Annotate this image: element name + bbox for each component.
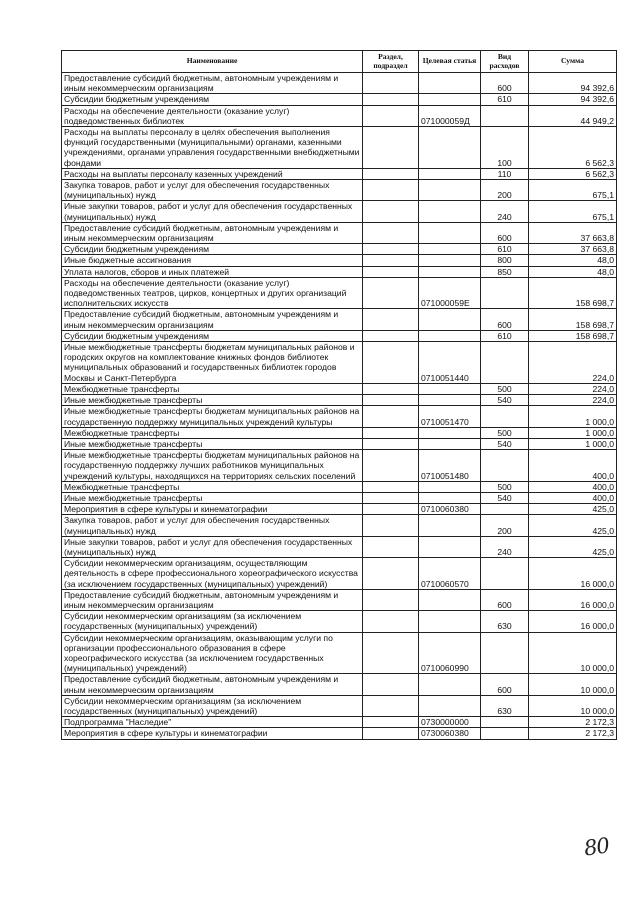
cell-code bbox=[419, 536, 481, 557]
cell-vid: 500 bbox=[481, 427, 529, 438]
cell-name: Мероприятия в сфере культуры и кинематографии bbox=[62, 728, 363, 739]
cell-code bbox=[419, 266, 481, 277]
cell-name: Межбюджетные трансферты bbox=[62, 481, 363, 492]
cell-vid: 540 bbox=[481, 395, 529, 406]
cell-code bbox=[419, 589, 481, 610]
cell-code bbox=[419, 515, 481, 536]
cell-code: 0710060990 bbox=[419, 632, 481, 674]
cell-vid bbox=[481, 450, 529, 482]
cell-code: 0730060380 bbox=[419, 728, 481, 739]
cell-sum: 48,0 bbox=[529, 255, 617, 266]
cell-vid bbox=[481, 558, 529, 590]
cell-razdel bbox=[363, 589, 419, 610]
cell-sum: 675,1 bbox=[529, 201, 617, 222]
cell-name: Расходы на обеспечение деятельности (оказание услуг) подведомственных библиотек bbox=[62, 105, 363, 126]
cell-razdel bbox=[363, 94, 419, 105]
cell-code bbox=[419, 180, 481, 201]
cell-vid: 540 bbox=[481, 492, 529, 503]
cell-name: Мероприятия в сфере культуры и кинематографии bbox=[62, 504, 363, 515]
cell-sum: 16 000,0 bbox=[529, 558, 617, 590]
cell-sum: 2 172,3 bbox=[529, 717, 617, 728]
cell-code bbox=[419, 383, 481, 394]
cell-razdel bbox=[363, 342, 419, 384]
cell-code: 0710051440 bbox=[419, 342, 481, 384]
cell-name: Иные закупки товаров, работ и услуг для обеспечения государственных (муниципальных) нужд bbox=[62, 536, 363, 557]
cell-sum: 1 000,0 bbox=[529, 406, 617, 427]
cell-vid: 850 bbox=[481, 266, 529, 277]
table-row bbox=[62, 674, 617, 695]
cell-sum: 44 949,2 bbox=[529, 105, 617, 126]
cell-name: Субсидии некоммерческим организациям (за исключением государственных (муниципальных) учреждений) bbox=[62, 695, 363, 716]
cell-razdel bbox=[363, 255, 419, 266]
table-row bbox=[62, 395, 617, 406]
cell-code: 0710060570 bbox=[419, 558, 481, 590]
cell-razdel bbox=[363, 450, 419, 482]
cell-sum: 16 000,0 bbox=[529, 589, 617, 610]
table-row bbox=[62, 717, 617, 728]
cell-vid bbox=[481, 105, 529, 126]
cell-razdel bbox=[363, 330, 419, 341]
cell-vid: 240 bbox=[481, 536, 529, 557]
cell-vid: 600 bbox=[481, 309, 529, 330]
cell-sum: 10 000,0 bbox=[529, 632, 617, 674]
table-row bbox=[62, 73, 617, 94]
cell-razdel bbox=[363, 168, 419, 179]
table-row bbox=[62, 127, 617, 169]
table-row bbox=[62, 558, 617, 590]
cell-code: 071000059Д bbox=[419, 105, 481, 126]
table-header-row bbox=[62, 51, 617, 73]
cell-sum: 158 698,7 bbox=[529, 277, 617, 309]
table-row bbox=[62, 481, 617, 492]
cell-code bbox=[419, 438, 481, 449]
cell-vid: 500 bbox=[481, 383, 529, 394]
table-row bbox=[62, 427, 617, 438]
cell-vid: 610 bbox=[481, 94, 529, 105]
cell-code bbox=[419, 255, 481, 266]
cell-razdel bbox=[363, 222, 419, 243]
header-vid: Вид расходов bbox=[481, 51, 529, 73]
cell-name: Иные межбюджетные трансферты bbox=[62, 395, 363, 406]
cell-code: 0710060380 bbox=[419, 504, 481, 515]
table-row bbox=[62, 515, 617, 536]
cell-sum: 224,0 bbox=[529, 395, 617, 406]
table-row bbox=[62, 168, 617, 179]
cell-code bbox=[419, 611, 481, 632]
cell-code bbox=[419, 201, 481, 222]
cell-vid: 200 bbox=[481, 515, 529, 536]
cell-code bbox=[419, 309, 481, 330]
cell-vid bbox=[481, 406, 529, 427]
cell-sum: 425,0 bbox=[529, 515, 617, 536]
cell-sum: 158 698,7 bbox=[529, 309, 617, 330]
cell-name: Расходы на выплаты персоналу казенных учреждений bbox=[62, 168, 363, 179]
cell-name: Межбюджетные трансферты bbox=[62, 383, 363, 394]
cell-sum: 94 392,6 bbox=[529, 73, 617, 94]
header-code: Целевая статья bbox=[419, 51, 481, 73]
cell-razdel bbox=[363, 558, 419, 590]
cell-vid bbox=[481, 728, 529, 739]
cell-code bbox=[419, 395, 481, 406]
cell-sum: 48,0 bbox=[529, 266, 617, 277]
cell-code bbox=[419, 94, 481, 105]
table-row bbox=[62, 201, 617, 222]
table-row bbox=[62, 728, 617, 739]
cell-razdel bbox=[363, 695, 419, 716]
cell-code bbox=[419, 330, 481, 341]
cell-code bbox=[419, 481, 481, 492]
cell-name: Субсидии некоммерческим организациям, осуществляющим деятельность в сфере профессионального хореографического искусства (за исключением государственных (муниципальных) учреждений) bbox=[62, 558, 363, 590]
cell-razdel bbox=[363, 674, 419, 695]
cell-sum: 224,0 bbox=[529, 383, 617, 394]
header-name: Наименование bbox=[62, 51, 363, 73]
cell-razdel bbox=[363, 632, 419, 674]
table-row bbox=[62, 611, 617, 632]
cell-razdel bbox=[363, 201, 419, 222]
table-row bbox=[62, 589, 617, 610]
cell-razdel bbox=[363, 728, 419, 739]
handwritten-page-number: 80 bbox=[582, 833, 611, 861]
cell-sum: 6 562,3 bbox=[529, 168, 617, 179]
cell-razdel bbox=[363, 105, 419, 126]
cell-code: 071000059Е bbox=[419, 277, 481, 309]
cell-razdel bbox=[363, 438, 419, 449]
table-row bbox=[62, 632, 617, 674]
cell-name: Расходы на обеспечение деятельности (оказание услуг) подведомственных театров, цирков, концертных и других организаций исполнительских искусств bbox=[62, 277, 363, 309]
cell-razdel bbox=[363, 266, 419, 277]
cell-razdel bbox=[363, 244, 419, 255]
cell-vid bbox=[481, 632, 529, 674]
cell-vid: 610 bbox=[481, 244, 529, 255]
table-row bbox=[62, 309, 617, 330]
table-row bbox=[62, 244, 617, 255]
cell-razdel bbox=[363, 481, 419, 492]
cell-sum: 37 663,8 bbox=[529, 244, 617, 255]
cell-code: 0730000000 bbox=[419, 717, 481, 728]
table-row bbox=[62, 536, 617, 557]
cell-name: Субсидии некоммерческим организациям, оказывающим услуги по организации профессионального образования в сфере хореографического искусства (за исключением государственных (муниципальных) учреждений) bbox=[62, 632, 363, 674]
cell-sum: 675,1 bbox=[529, 180, 617, 201]
cell-razdel bbox=[363, 383, 419, 394]
cell-name: Субсидии некоммерческим организациям (за исключением государственных (муниципальных) учреждений) bbox=[62, 611, 363, 632]
cell-code bbox=[419, 222, 481, 243]
cell-vid: 100 bbox=[481, 127, 529, 169]
cell-vid: 610 bbox=[481, 330, 529, 341]
cell-razdel bbox=[363, 515, 419, 536]
cell-razdel bbox=[363, 611, 419, 632]
cell-sum: 224,0 bbox=[529, 342, 617, 384]
cell-razdel bbox=[363, 406, 419, 427]
cell-name: Расходы на выплаты персоналу в целях обеспечения выполнения функций государственными (муниципальными) органами, казенными учреждениями, органами управления государственными внебюджетными фондами bbox=[62, 127, 363, 169]
cell-vid bbox=[481, 277, 529, 309]
cell-name: Предоставление субсидий бюджетным, автономным учреждениям и иным некоммерческим организациям bbox=[62, 73, 363, 94]
cell-name: Предоставление субсидий бюджетным, автономным учреждениям и иным некоммерческим организациям bbox=[62, 222, 363, 243]
cell-sum: 37 663,8 bbox=[529, 222, 617, 243]
cell-vid: 630 bbox=[481, 695, 529, 716]
cell-code bbox=[419, 168, 481, 179]
cell-vid bbox=[481, 342, 529, 384]
cell-name: Предоставление субсидий бюджетным, автономным учреждениям и иным некоммерческим организациям bbox=[62, 674, 363, 695]
cell-sum: 10 000,0 bbox=[529, 674, 617, 695]
cell-razdel bbox=[363, 427, 419, 438]
cell-sum: 425,0 bbox=[529, 504, 617, 515]
cell-vid: 600 bbox=[481, 674, 529, 695]
table-row bbox=[62, 504, 617, 515]
table-row bbox=[62, 266, 617, 277]
cell-sum: 158 698,7 bbox=[529, 330, 617, 341]
cell-razdel bbox=[363, 277, 419, 309]
cell-sum: 400,0 bbox=[529, 450, 617, 482]
cell-razdel bbox=[363, 309, 419, 330]
cell-name: Иные бюджетные ассигнования bbox=[62, 255, 363, 266]
cell-name: Подпрограмма "Наследие" bbox=[62, 717, 363, 728]
cell-code: 0710051470 bbox=[419, 406, 481, 427]
cell-razdel bbox=[363, 127, 419, 169]
cell-name: Иные межбюджетные трансферты bbox=[62, 438, 363, 449]
cell-vid: 500 bbox=[481, 481, 529, 492]
table-row bbox=[62, 695, 617, 716]
cell-vid: 110 bbox=[481, 168, 529, 179]
cell-sum: 400,0 bbox=[529, 492, 617, 503]
cell-razdel bbox=[363, 717, 419, 728]
cell-name: Закупка товаров, работ и услуг для обеспечения государственных (муниципальных) нужд bbox=[62, 515, 363, 536]
cell-code bbox=[419, 127, 481, 169]
cell-vid: 600 bbox=[481, 222, 529, 243]
cell-code bbox=[419, 244, 481, 255]
cell-vid: 540 bbox=[481, 438, 529, 449]
cell-razdel bbox=[363, 180, 419, 201]
cell-vid: 200 bbox=[481, 180, 529, 201]
table-row bbox=[62, 438, 617, 449]
table-row bbox=[62, 330, 617, 341]
cell-razdel bbox=[363, 73, 419, 94]
cell-name: Иные межбюджетные трансферты bbox=[62, 492, 363, 503]
cell-sum: 1 000,0 bbox=[529, 427, 617, 438]
table-row bbox=[62, 450, 617, 482]
table-row bbox=[62, 342, 617, 384]
cell-name: Иные межбюджетные трансферты бюджетам муниципальных районов и городских округов на комплектование книжных фондов библиотек муниципальных образований и государственных библиотек городов Москвы и Санкт-Петербурга bbox=[62, 342, 363, 384]
cell-vid bbox=[481, 504, 529, 515]
cell-name: Закупка товаров, работ и услуг для обеспечения государственных (муниципальных) нужд bbox=[62, 180, 363, 201]
cell-name: Предоставление субсидий бюджетным, автономным учреждениям и иным некоммерческим организациям bbox=[62, 309, 363, 330]
cell-code: 0710051480 bbox=[419, 450, 481, 482]
table-row bbox=[62, 406, 617, 427]
table-row bbox=[62, 180, 617, 201]
cell-code bbox=[419, 674, 481, 695]
cell-razdel bbox=[363, 395, 419, 406]
cell-vid: 600 bbox=[481, 73, 529, 94]
cell-vid: 630 bbox=[481, 611, 529, 632]
cell-name: Межбюджетные трансферты bbox=[62, 427, 363, 438]
cell-vid: 240 bbox=[481, 201, 529, 222]
table-row bbox=[62, 222, 617, 243]
cell-sum: 400,0 bbox=[529, 481, 617, 492]
header-sum: Сумма bbox=[529, 51, 617, 73]
cell-razdel bbox=[363, 492, 419, 503]
cell-vid: 800 bbox=[481, 255, 529, 266]
cell-name: Субсидии бюджетным учреждениям bbox=[62, 94, 363, 105]
cell-code bbox=[419, 492, 481, 503]
cell-sum: 16 000,0 bbox=[529, 611, 617, 632]
header-razdel: Раздел, подраздел bbox=[363, 51, 419, 73]
cell-name: Иные закупки товаров, работ и услуг для обеспечения государственных (муниципальных) нужд bbox=[62, 201, 363, 222]
cell-name: Субсидии бюджетным учреждениям bbox=[62, 244, 363, 255]
cell-vid bbox=[481, 717, 529, 728]
cell-vid: 600 bbox=[481, 589, 529, 610]
cell-name: Иные межбюджетные трансферты бюджетам муниципальных районов на государственную поддержку муниципальных учреждений культуры bbox=[62, 406, 363, 427]
cell-razdel bbox=[363, 536, 419, 557]
table-row bbox=[62, 94, 617, 105]
table-row bbox=[62, 492, 617, 503]
table-row bbox=[62, 383, 617, 394]
table-row bbox=[62, 277, 617, 309]
cell-sum: 1 000,0 bbox=[529, 438, 617, 449]
cell-sum: 2 172,3 bbox=[529, 728, 617, 739]
cell-sum: 425,0 bbox=[529, 536, 617, 557]
cell-sum: 94 392,6 bbox=[529, 94, 617, 105]
cell-name: Уплата налогов, сборов и иных платежей bbox=[62, 266, 363, 277]
table-row bbox=[62, 255, 617, 266]
cell-sum: 10 000,0 bbox=[529, 695, 617, 716]
cell-sum: 6 562,3 bbox=[529, 127, 617, 169]
cell-name: Предоставление субсидий бюджетным, автономным учреждениям и иным некоммерческим организациям bbox=[62, 589, 363, 610]
cell-name: Субсидии бюджетным учреждениям bbox=[62, 330, 363, 341]
cell-name: Иные межбюджетные трансферты бюджетам муниципальных районов на государственную поддержку лучших работников муниципальных учреждений культуры, находящихся на территориях сельских поселений bbox=[62, 450, 363, 482]
cell-code bbox=[419, 695, 481, 716]
cell-code bbox=[419, 427, 481, 438]
cell-razdel bbox=[363, 504, 419, 515]
budget-table bbox=[61, 50, 617, 740]
table-row bbox=[62, 105, 617, 126]
cell-code bbox=[419, 73, 481, 94]
